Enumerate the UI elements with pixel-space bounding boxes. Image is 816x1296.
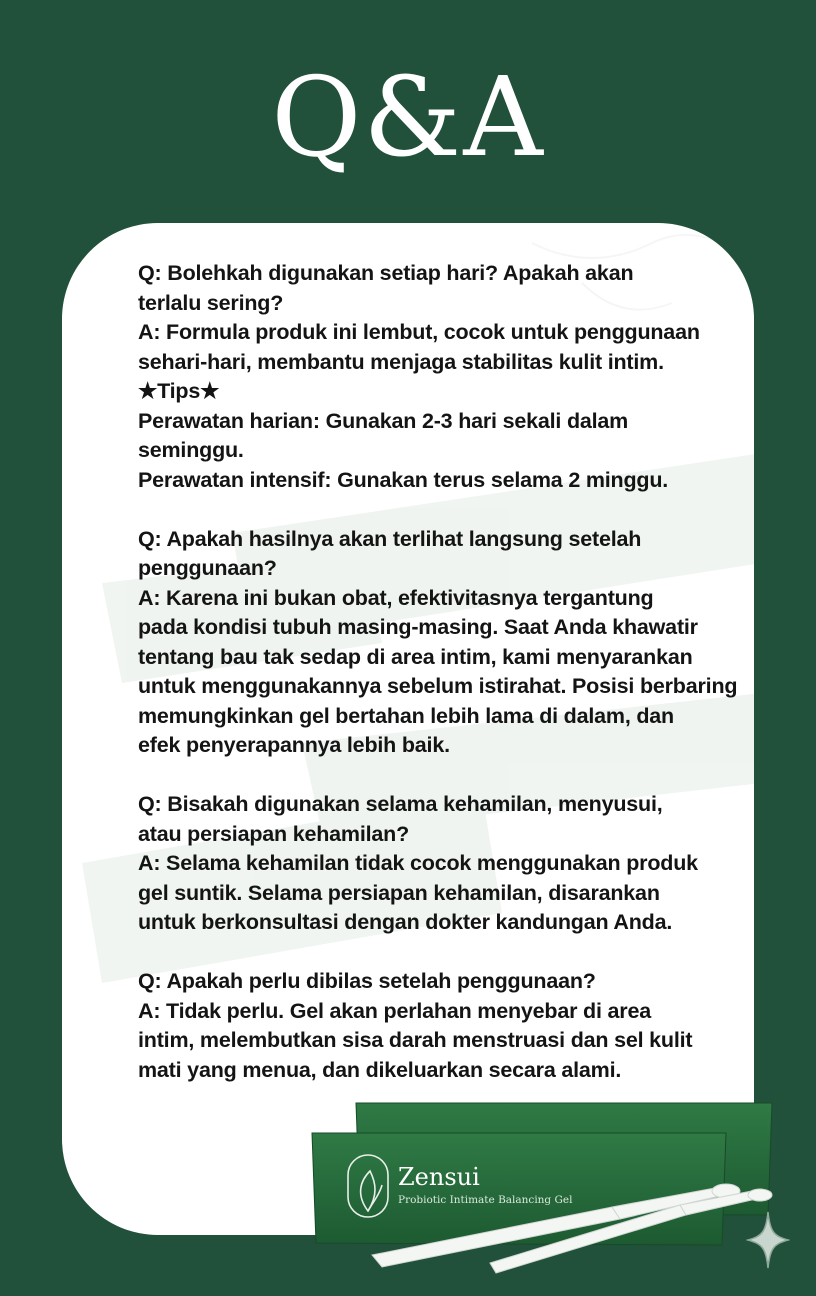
tips-line: seminggu. [138, 438, 244, 462]
qa-item-4 [138, 967, 738, 1085]
tips-line: Perawatan intensif: Gunakan terus selama 2 minggu. [138, 467, 669, 492]
answer-line: A: Formula produk ini lembut, cocok untuk penggunaan [138, 320, 700, 344]
answer-line: tentang bau tak sedap di area intim, kami menyarankan [138, 644, 693, 669]
spacer [138, 495, 738, 525]
question-line: Q: Bolehkah digunakan setiap hari? Apakah akan [138, 261, 634, 285]
question-line: terlalu sering? [138, 290, 284, 315]
tips-line: Perawatan harian: Gunakan 2-3 hari sekali dalam [138, 408, 629, 433]
answer-line: pada kondisi tubuh masing-masing. Saat Anda khawatir [138, 615, 698, 639]
answer-line: A: Selama kehamilan tidak cocok menggunakan produk [138, 851, 698, 875]
answer-line: memungkinkan gel bertahan lebih lama di dalam, dan [138, 703, 674, 728]
spacer [138, 938, 738, 968]
question-line: penggunaan? [138, 556, 277, 580]
brand-subtitle: Probiotic Intimate Balancing Gel [398, 1194, 573, 1206]
answer-line: intim, melembutkan sisa darah menstruasi dan sel kulit [138, 1028, 693, 1052]
brand-name: Zensui [398, 1163, 480, 1191]
qa-item-1 [138, 259, 738, 495]
answer-line: efek penyerapannya lebih baik. [138, 733, 450, 757]
product-illustration [300, 1095, 780, 1285]
qa-section [138, 259, 738, 1085]
qa-item-3 [138, 790, 738, 938]
question-line: Q: Apakah perlu dibilas setelah penggunaan? [138, 969, 596, 993]
answer-line: mati yang menua, dan dikeluarkan secara alami. [138, 1057, 622, 1082]
question-line: Q: Bisakah digunakan selama kehamilan, menyusui, [138, 792, 663, 816]
answer-line: untuk menggunakannya sebelum istirahat. Posisi berbaring [138, 674, 738, 698]
spacer [138, 761, 738, 791]
answer-line: A: Karena ini bukan obat, efektivitasnya tergantung [138, 585, 654, 610]
tips-heading: ★Tips★ [138, 379, 220, 403]
sparkle-icon [746, 1210, 790, 1270]
qa-item-2 [138, 525, 738, 761]
answer-line: untuk berkonsultasi dengan dokter kandungan Anda. [138, 910, 673, 934]
answer-line: A: Tidak perlu. Gel akan perlahan menyebar di area [138, 998, 651, 1023]
answer-line: gel suntik. Selama persiapan kehamilan, disarankan [138, 880, 660, 905]
answer-line: sehari-hari, membantu menjaga stabilitas kulit intim. [138, 349, 664, 374]
question-line: atau persiapan kehamilan? [138, 821, 410, 846]
page-title: Q&A [271, 53, 545, 181]
question-line: Q: Apakah hasilnya akan terlihat langsung setelah [138, 526, 642, 551]
